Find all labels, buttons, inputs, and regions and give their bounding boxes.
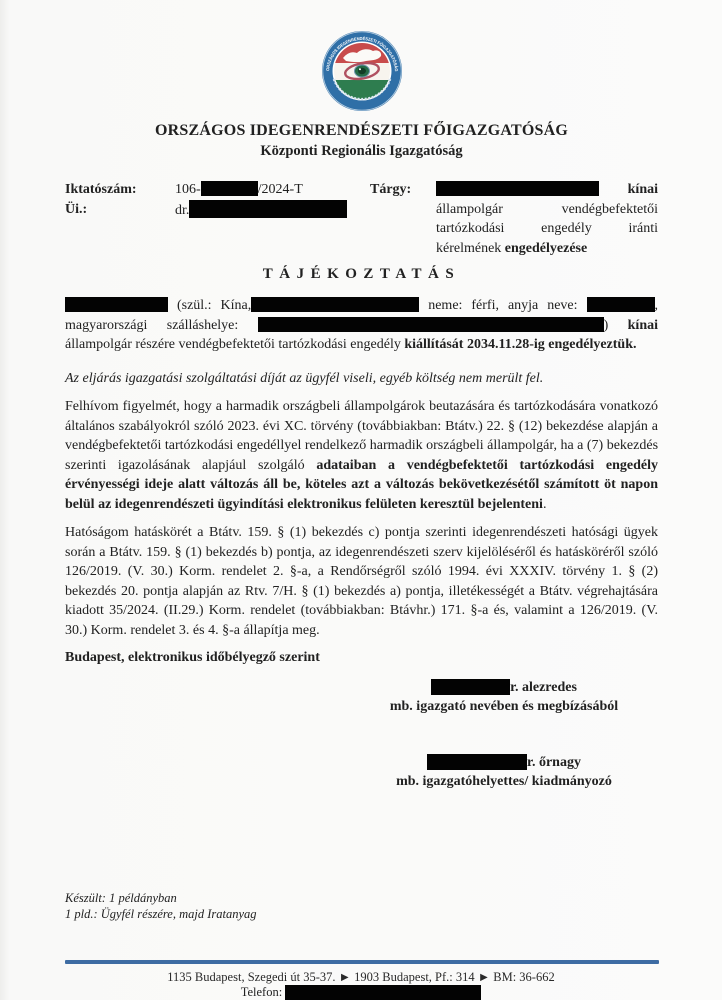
subject-decision: engedélyezése <box>504 240 588 256</box>
meta-left-column <box>65 180 370 258</box>
signature-2-rank: r. őrnagy <box>527 754 581 770</box>
redaction-bar <box>65 297 168 312</box>
agency-subtitle: Központi Regionális Igazgatóság <box>260 143 463 159</box>
phone-label: Telefon: <box>240 985 283 999</box>
notice-paragraph-1 <box>65 296 658 355</box>
p1-paren: ) <box>603 317 609 333</box>
document-meta <box>65 180 658 258</box>
fee-note: Az eljárás igazgatási szolgáltatási díját az ügyfél viseli, egyéb költség nem merült fel. <box>65 370 544 386</box>
signature-1-rank: r. alezredes <box>510 679 577 695</box>
agency-title: ORSZÁGOS IDEGENRENDÉSZETI FŐIGAZGATÓSÁG <box>155 122 568 139</box>
clerk-row <box>65 200 370 221</box>
notice-paragraph-3: Hatóságom hatáskörét a Btátv. 159. § (1) bekezdés c) pontja szerinti idegenrendészeti hatósági ügyek során a Btátv. 159. § (1) bekezdés b) pontja, az idegenrendészeti szerv kijelöléséről és hatásköréről szóló 126/2019. (V. 30.) Korm. rendelet 2. §-a, a Rendőrségről szóló 1994. évi XXXIV. törvény 1. § (2) bekezdés 20. pontja alapján az Rtv. 7/H. § (1) bekezdés a) pontja, illetékességét a Btátv. végrehajtására kiadott 35/2024. (II.29.) Korm. rendelet (továbbiakban: Btávhr.) 171. §-a és, valamint a 126/2019. (V. 30.) Korm. rendelet 3. és 4. §-a állapítja meg. <box>65 525 658 638</box>
redaction-bar <box>285 985 481 1000</box>
signature-1-name-line <box>352 678 656 698</box>
p2-bold: adataiban a vendégbefektetői tartózkodási engedély érvényességi ideje alatt változás áll be, köteles azt a változás bekövetkezésétől számított öt napon belül az idegenrendészeti ügyindítási elektronikus felületen keresztül bejelenteni <box>65 457 658 512</box>
redaction-bar <box>201 181 258 196</box>
p1-nationality: kínai <box>627 317 658 333</box>
signature-block-2 <box>352 753 656 792</box>
file-number-label: Iktatószám: <box>65 182 137 197</box>
clerk-value: dr. <box>175 200 347 221</box>
notice-heading: TÁJÉKOZTATÁS <box>262 266 461 282</box>
p1-bold: kiállítását 2034.11.28-ig engedélyeztük. <box>404 337 637 352</box>
p1-comma: , <box>654 298 659 313</box>
footer-phone-row <box>0 985 722 1000</box>
file-number-row <box>65 180 370 200</box>
redaction-bar <box>251 297 419 312</box>
p1-gender: neme: férfi, anyja neve: <box>428 298 578 313</box>
signature-2-name-line <box>352 753 656 773</box>
redaction-bar <box>427 754 527 770</box>
p1-mid: állampolgár részére vendégbefektetői tartózkodási engedély <box>65 337 401 352</box>
p1-birth: (szül.: Kína, <box>176 298 252 313</box>
redaction-bar <box>431 679 510 695</box>
meta-right-column <box>370 180 658 258</box>
place-and-date-line: Budapest, elektronikus időbélyegző szerint <box>65 650 320 665</box>
redaction-bar <box>258 317 604 332</box>
copies-line-2: 1 pld.: Ügyfél részére, majd Iratanyag <box>65 906 257 921</box>
seal-ring-text: ORSZÁGOS IDEGENRENDÉSZETI FŐIGAZGATÓSÁG <box>324 35 399 72</box>
p1-address-label: magyarországi szálláshelye: <box>65 317 239 333</box>
signature-2-role: mb. igazgatóhelyettes/ kiadmányozó <box>396 774 612 789</box>
notice-paragraph-2 <box>65 397 658 514</box>
p2-normal: Felhívom figyelmét, hogy a harmadik országbeli állampolgárok beutazására és tartózkodására vonatkozó általános szabályokról szóló 2023. évi XC. törvény (továbbiakban: Btátv.) 22. § (12) bekezdése alapján a vendégbefektetői tartózkodási engedéllyel rendelkező harmadik országbeli állampolgár, ha a (7) bekezdés szerinti igazolásának alapjául szolgáló <box>65 399 659 473</box>
redaction-bar <box>587 297 655 312</box>
footer-address: 1135 Budapest, Szegedi út 35-37. ► 1903 Budapest, Pf.: 314 ► BM: 36-662 <box>167 970 555 984</box>
redaction-bar <box>436 181 599 196</box>
subject-label: Tárgy: <box>370 182 412 197</box>
footer-divider-line <box>65 960 659 964</box>
subject-nationality: kínai <box>627 182 658 197</box>
signature-1-role: mb. igazgató nevében és megbízásából <box>389 699 619 714</box>
signature-block-1 <box>352 678 656 717</box>
agency-seal-icon <box>321 26 403 114</box>
copies-note <box>65 891 257 922</box>
p2-end: . <box>542 496 547 512</box>
subject-value <box>436 180 658 258</box>
clerk-label: Üi.: <box>65 201 88 217</box>
file-number-value: 106- /2024-T <box>175 182 303 197</box>
redaction-bar <box>189 200 347 218</box>
copies-line-1: Készült: 1 példányban <box>65 891 177 905</box>
subject-text: állampolgár vendégbefektetői tartózkodási engedély iránti kérelmének <box>436 201 658 256</box>
